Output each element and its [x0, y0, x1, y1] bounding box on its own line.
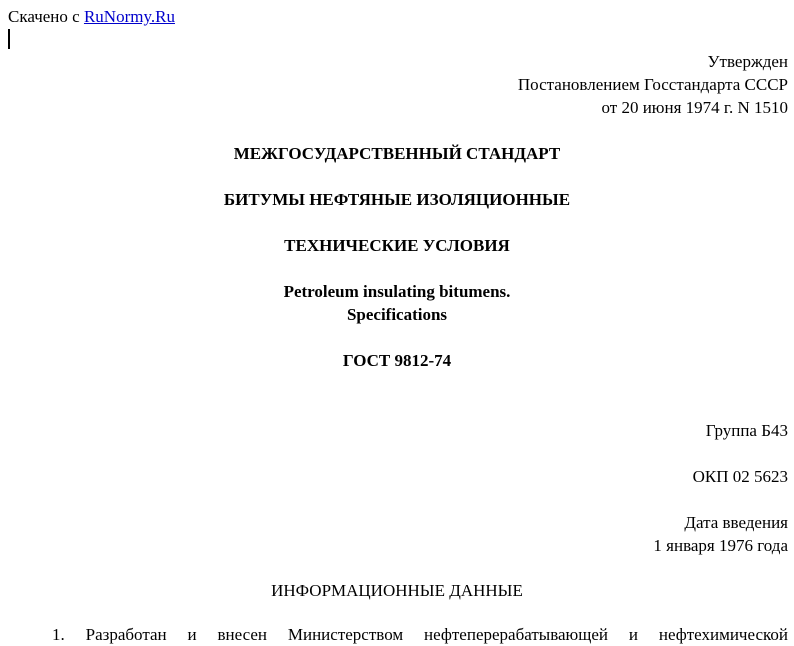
- english-title-line-1: Petroleum insulating bitumens.: [283, 282, 511, 301]
- info-heading: ИНФОРМАЦИОННЫЕ ДАННЫЕ: [271, 581, 523, 600]
- approval-line-2: Постановлением Госстандарта СССР: [517, 75, 788, 94]
- standard-type: МЕЖГОСУДАРСТВЕННЫЙ СТАНДАРТ: [233, 144, 561, 163]
- text-caret: [8, 29, 10, 49]
- source-line: [8, 7, 175, 27]
- intro-date-label: Дата введения: [684, 513, 788, 532]
- intro-date-value: 1 января 1976 года: [653, 536, 788, 555]
- approval-line-3: от 20 июня 1974 г. N 1510: [601, 98, 788, 117]
- source-link[interactable]: RuNormy.Ru: [83, 7, 175, 26]
- info-item-1: 1. Разработан и внесен Министерством нефтеперерабатывающей и нефтехимической: [52, 625, 788, 644]
- standard-subtitle: ТЕХНИЧЕСКИЕ УСЛОВИЯ: [284, 236, 510, 255]
- okp-label: ОКП 02 5623: [692, 467, 788, 486]
- source-prefix: Скачено с: [8, 7, 80, 26]
- gost-code: ГОСТ 9812-74: [342, 351, 452, 370]
- group-label: Группа Б43: [705, 421, 788, 440]
- approval-line-1: Утвержден: [707, 52, 788, 71]
- standard-name: БИТУМЫ НЕФТЯНЫЕ ИЗОЛЯЦИОННЫЕ: [223, 190, 571, 209]
- english-title-line-2: Specifications: [346, 305, 448, 324]
